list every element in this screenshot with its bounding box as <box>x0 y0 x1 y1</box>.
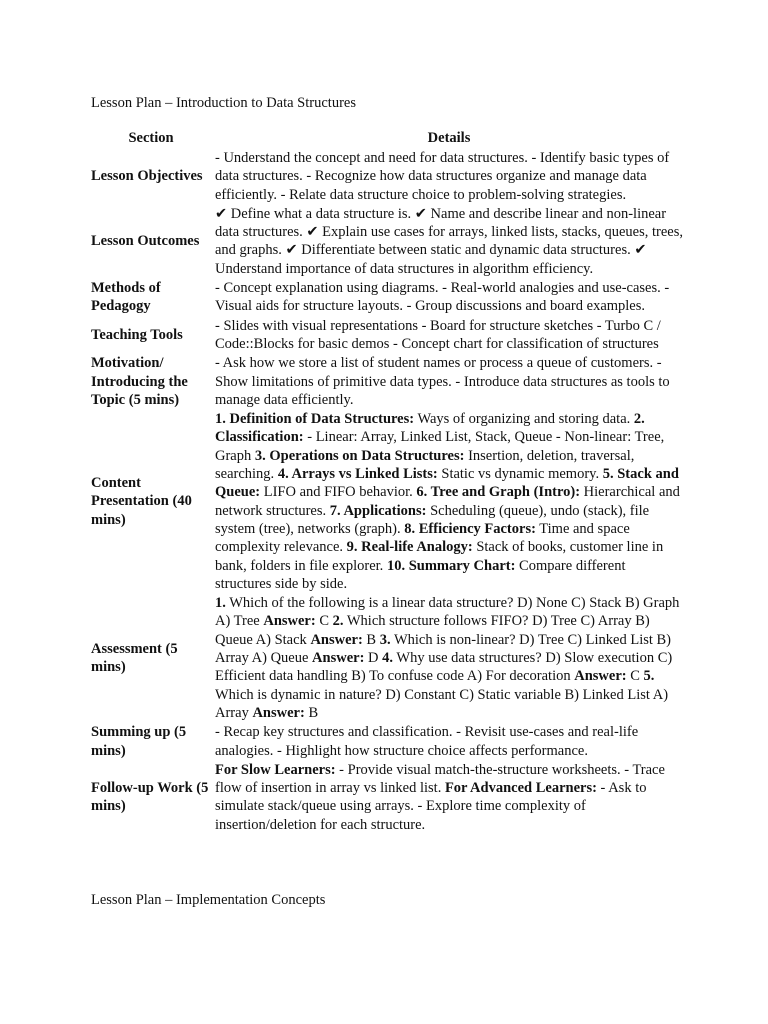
row-section: Lesson Objectives <box>91 168 203 185</box>
table-row <box>89 723 685 761</box>
header-section: Section <box>128 130 174 147</box>
row-details: ✔ Define what a data structure is. ✔ Name and describe linear and non-linear data structures. ✔ Explain use cases for arrays, linked lists, stacks, queues, trees, and graphs. ✔ Differentiate between static and dynamic data structures. ✔ Understand importance of data structures in algorithm efficiency. <box>215 205 683 277</box>
table-row <box>89 317 685 355</box>
row-section: Methods of Pedagogy <box>91 280 161 315</box>
document-title: Lesson Plan – Introduction to Data Structures <box>91 95 356 111</box>
row-section: Summing up (5 mins) <box>91 724 187 759</box>
row-section: Assessment (5 mins) <box>91 640 178 676</box>
row-section: Content Presentation (40 mins) <box>91 475 192 528</box>
table-row <box>89 410 685 594</box>
table-row <box>89 205 685 279</box>
row-details: - Recap key structures and classification. - Revisit use-cases and real-life analogies. - Highlight how structure choice affects performance. <box>215 724 639 759</box>
header-details: Details <box>427 130 471 147</box>
row-details: - Ask how we store a list of student names or process a queue of customers. - Show limitations of primitive data types. - Introduce data structures as tools to manage data efficiently. <box>215 355 670 408</box>
table-header-row <box>89 129 685 149</box>
lesson-plan-table <box>89 129 685 835</box>
row-details: For Slow Learners: - Provide visual match-the-structure worksheets. - Trace flow of insertion in array vs linked list. For Advanced Learners: - Ask to simulate stack/queue using arrays. - Explore time complexity of insertion/deletion for each structure. <box>215 761 665 833</box>
row-section: Teaching Tools <box>91 326 183 343</box>
table-row <box>89 761 685 835</box>
row-details: - Understand the concept and need for data structures. - Identify basic types of data structures. - Recognize how data structures organize and manage data efficiently. - Relate data structure choice to problem-solving strategies. <box>215 150 670 203</box>
row-details: 1. Definition of Data Structures: Ways of organizing and storing data. 2. Classification: - Linear: Array, Linked List, Stack, Queue - Non-linear: Tree, Graph 3. Operations on Data Structures: Insertion, deletion, traversal, searching. 4. Arrays vs Linked Lists: Static vs dynamic memory. 5. Stack and Queue: LIFO and FIFO behavior. 6. Tree and Graph (Intro): Hierarchical and network structures. 7. Applications: Scheduling (queue), undo (stack), file system (tree), networks (graph). 8. Efficiency Factors: Time and space complexity relevance. 9. Real-life Analogy: Stack of books, customer line in bank, folders in file explorer. 10. Summary Chart: Compare different structures side by side. <box>215 411 680 592</box>
row-details: - Slides with visual representations - Board for structure sketches - Turbo C / Code::Blocks for basic demos - Concept chart for classification of structures <box>215 317 661 352</box>
row-details: 1. Which of the following is a linear data structure? D) None C) Stack B) Graph A) Tree Answer: C 2. Which structure follows FIFO? D) Tree C) Array B) Queue A) Stack Answer: B 3. Which is non-linear? D) Tree C) Linked List B) Array A) Queue Answer: D 4. Why use data structures? D) Slow execution C) Efficient data handling B) To confuse code A) For decoration Answer: C 5. Which is dynamic in nature? D) Constant C) Static variable B) Linked List A) Array Answer: B <box>215 595 680 721</box>
row-section: Lesson Outcomes <box>91 233 200 250</box>
row-section: Follow-up Work (5 mins) <box>91 780 209 815</box>
table-row <box>89 594 685 723</box>
table-row <box>89 149 685 205</box>
table-row <box>89 279 685 317</box>
table-row <box>89 354 685 410</box>
next-section-title: Lesson Plan – Implementation Concepts <box>91 892 326 908</box>
row-section: Motivation/ Introducing the Topic (5 mins) <box>91 355 188 408</box>
row-details: - Concept explanation using diagrams. - Real-world analogies and use-cases. - Visual aids for structure layouts. - Group discussions and board examples. <box>215 280 670 315</box>
